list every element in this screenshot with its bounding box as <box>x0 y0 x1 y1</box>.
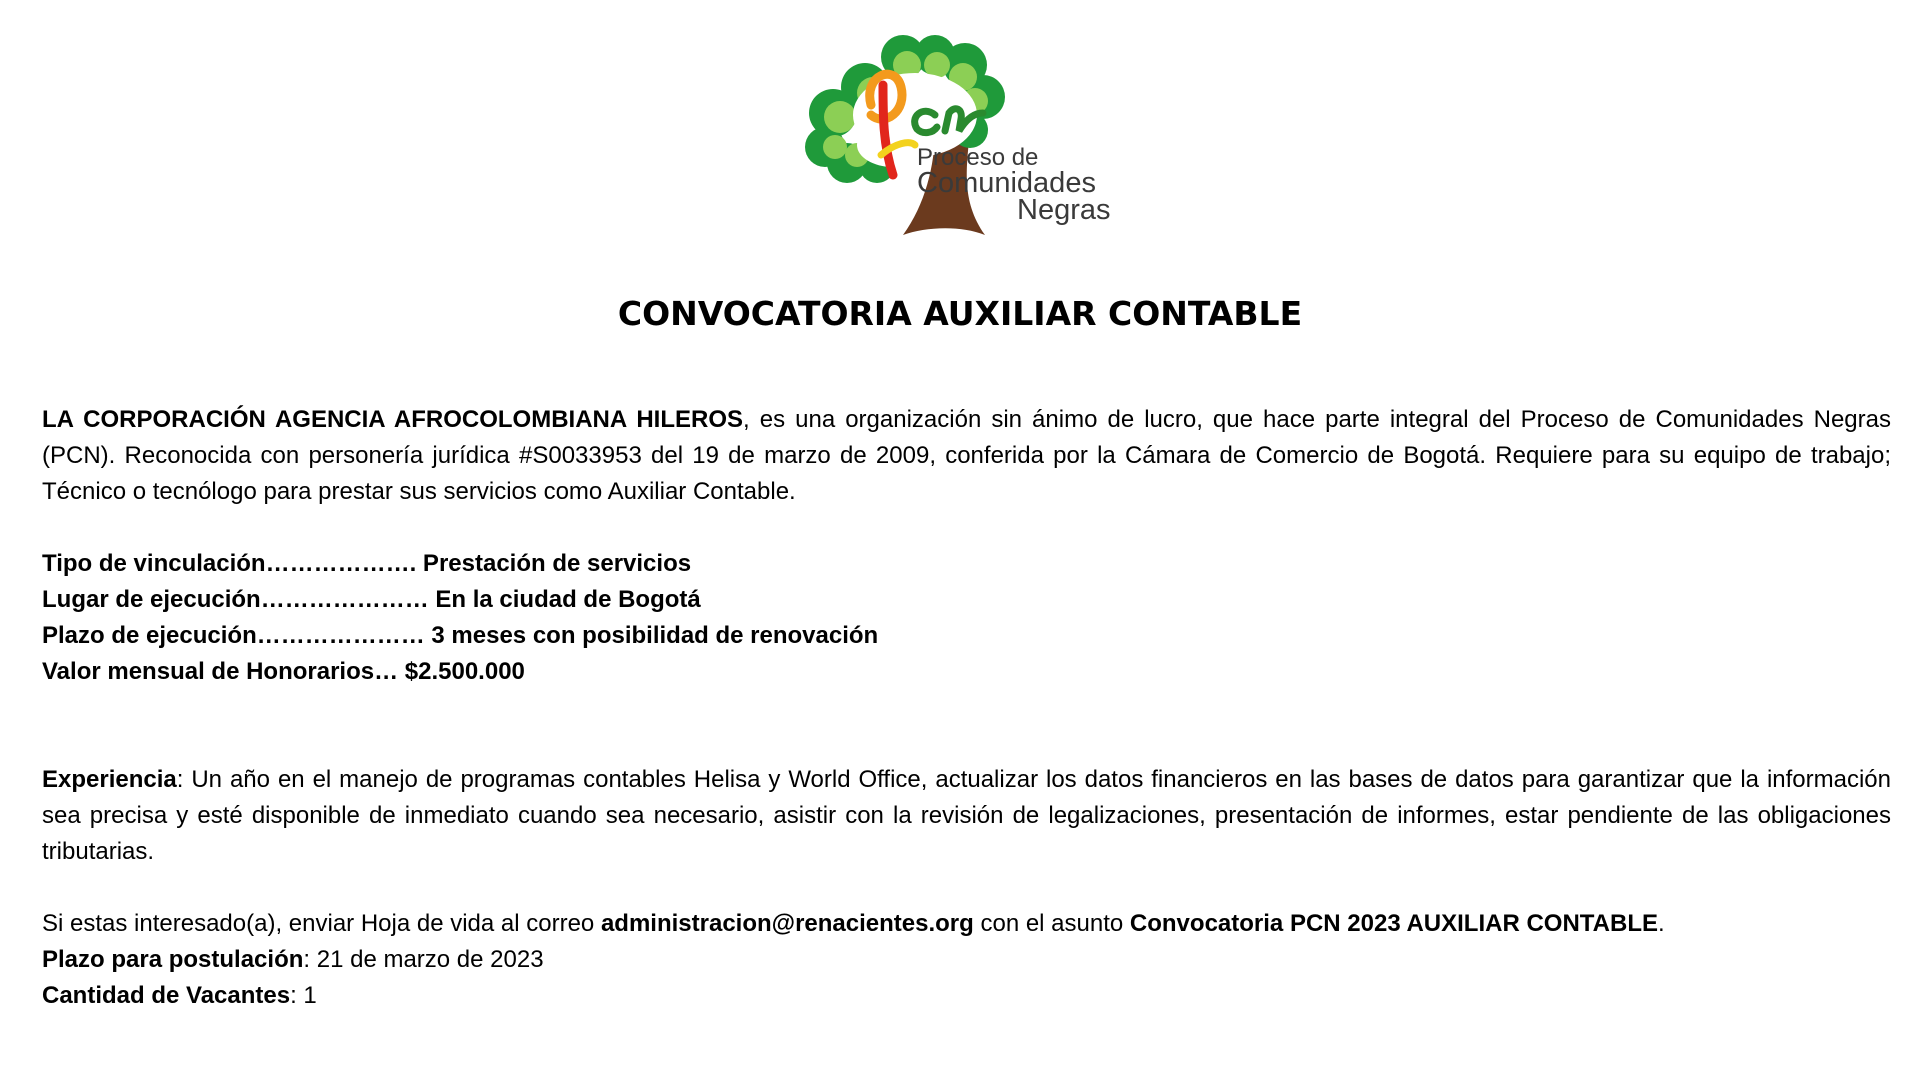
term-label: Tipo de vinculación………………. <box>42 550 417 577</box>
logo-line-proceso: Proceso de <box>917 144 1039 171</box>
experience-text: : Un año en el manejo de programas contables Helisa y World Office, actualizar los datos financieros en las bases de datos para garantizar que la información sea precisa y esté disponible de inmediato cuando sea necesario, asistir con la revisión de legalizaciones, presentación de informes, estar pendiente de las obligaciones tributarias. <box>42 766 1891 865</box>
application-middle: con el asunto <box>973 910 1130 937</box>
application-suffix: . <box>1658 910 1665 937</box>
org-name: LA CORPORACIÓN AGENCIA AFROCOLOMBIANA HILEROS <box>42 406 744 433</box>
term-row-plazo <box>42 618 1891 654</box>
logo-line-negras: Negras <box>1017 194 1111 226</box>
term-row-valor <box>42 654 1891 690</box>
experience-label: Experiencia <box>42 766 177 793</box>
term-label: Valor mensual de Honorarios… <box>42 658 399 685</box>
document-body <box>42 402 1891 1014</box>
deadline-value: : 21 de marzo de 2023 <box>303 946 544 973</box>
experience-paragraph <box>42 762 1891 870</box>
vacancies-value: : 1 <box>290 982 317 1009</box>
deadline-label: Plazo para postulación <box>42 946 304 973</box>
term-value: 3 meses con posibilidad de renovación <box>424 622 879 649</box>
vacancies-label: Cantidad de Vacantes <box>42 982 291 1009</box>
vacancies-line <box>42 978 1891 1014</box>
application-prefix: Si estas interesado(a), enviar Hoja de vida al correo <box>42 910 601 937</box>
term-value: En la ciudad de Bogotá <box>428 586 701 613</box>
logo-line-comunidades: Comunidades <box>917 167 1096 199</box>
pcn-logo <box>785 35 1125 265</box>
term-value: Prestación de servicios <box>416 550 692 577</box>
term-label: Lugar de ejecución………………… <box>42 586 429 613</box>
intro-text: , es una organización sin ánimo de lucro, que hace parte integral del Proceso de Comunidades Negras (PCN). Reconocida con personería jurídica #S0033953 del 19 de marzo de 2009, conferida por la Cámara de Comercio de Bogotá. Requiere para su equipo de trabajo; Técnico o tecnólogo para prestar sus servicios como Auxiliar Contable. <box>42 406 1891 505</box>
term-value: $2.500.000 <box>398 658 525 685</box>
intro-paragraph <box>42 402 1891 510</box>
pcn-tree-logo-icon <box>785 35 1125 265</box>
terms-list <box>42 546 1891 690</box>
application-subject: Convocatoria PCN 2023 AUXILIAR CONTABLE <box>1129 910 1658 937</box>
term-row-vinculacion <box>42 546 1891 582</box>
application-line <box>42 906 1891 942</box>
page-title: CONVOCATORIA AUXILIAR CONTABLE <box>617 294 1303 333</box>
deadline-line <box>42 942 1891 978</box>
term-row-lugar <box>42 582 1891 618</box>
application-email-link[interactable]: administracion@renacientes.org <box>600 910 974 937</box>
term-label: Plazo de ejecución………………… <box>42 622 425 649</box>
